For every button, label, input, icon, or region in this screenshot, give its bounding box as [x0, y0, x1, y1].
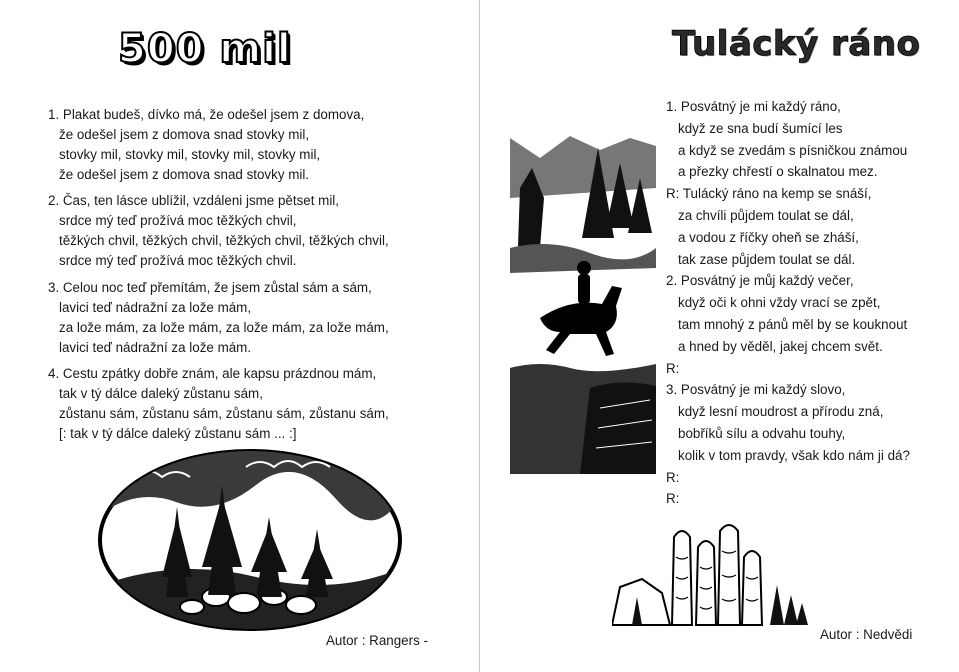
lyric-line: a když se zvedám s písničkou známou [678, 142, 908, 158]
lyric-line: 3. Posvátný je mi každý slovo, [666, 382, 846, 398]
verse-3 [48, 278, 389, 358]
verse-line: 2. Čas, ten lásce ublížil, vzdáleni jsme pětset mil, [48, 193, 339, 208]
lyrics-tulacky-rano [666, 96, 910, 510]
verse-line: těžkých chvil, těžkých chvil, těžkých chvil, těžkých chvil, [59, 233, 389, 248]
verse-line: stovky mil, stovky mil, stovky mil, stovky mil, [59, 147, 321, 162]
lyric-line: a hned by věděl, jakej chcem svět. [678, 338, 883, 354]
rock-towers-illustration [612, 517, 808, 627]
right-page [480, 0, 959, 672]
lyric-line: tam mnohý z pánů měl by se kouknout [678, 316, 908, 332]
author-credit: Autor : Nedvědi [820, 627, 913, 642]
verse-line: srdce mý teď prožívá moc těžkých chvil, [59, 213, 297, 228]
verse-4 [48, 364, 389, 444]
verse-line: 4. Cestu zpátky dobře znám, ale kapsu prázdnou mám, [48, 366, 377, 381]
verse-line: že odešel jsem z domova snad stovky mil, [59, 127, 310, 142]
lyric-line: za chvíli půjdem toulat se dál, [678, 207, 854, 223]
lyric-line: 1. Posvátný je mi každý ráno, [666, 99, 841, 114]
rider-on-horse-illustration [510, 128, 656, 474]
forest-oval-illustration [96, 447, 404, 633]
verse-line: lavici teď nádražní za lože mám, [59, 300, 252, 315]
lyric-line: bobříků sílu a odvahu touhy, [678, 425, 846, 441]
verse-line: 3. Celou noc teď přemítám, že jsem zůstal sám a sám, [48, 280, 372, 295]
lyric-line: a přezky chřestí o skalnatou mez. [678, 164, 878, 180]
lyric-line: R: [666, 360, 680, 376]
lyric-line: 2. Posvátný je můj každý večer, [666, 273, 854, 289]
verse-line: tak v tý dálce daleký zůstanu sám, [59, 386, 263, 401]
lyric-line: když oči k ohni vždy vrací se zpět, [678, 295, 881, 311]
lyric-line: když lesní moudrost a přírodu zná, [678, 404, 884, 420]
verse-1 [48, 105, 364, 185]
lyric-line: R: [666, 469, 680, 485]
verse-line: srdce mý teď prožívá moc těžkých chvil. [59, 253, 297, 268]
lyric-line: R: [666, 491, 680, 507]
lyric-line: a vodou z říčky oheň se zháší, [678, 229, 859, 245]
verse-line: [: tak v tý dálce daleký zůstanu sám ... :] [59, 426, 297, 441]
verse-line: 1. Plakat budeš, dívko má, že odešel jsem z domova, [48, 107, 365, 122]
lyric-line: R: Tulácký ráno na kemp se snáší, [666, 186, 872, 202]
lyric-line: když ze sna budí šumící les [678, 120, 843, 136]
lyric-line: kolik v tom pravdy, však kdo nám ji dá? [678, 447, 910, 463]
verse-line: zůstanu sám, zůstanu sám, zůstanu sám, zůstanu sám, [59, 406, 389, 421]
song-title-500-mil: 500 mil [118, 26, 292, 72]
verse-line: lavici teď nádražní za lože mám. [59, 340, 252, 355]
verse-line: že odešel jsem z domova snad stovky mil. [59, 167, 310, 182]
lyric-line: tak zase půjdem toulat se dál. [678, 251, 856, 267]
song-title-tulacky-rano: Tulácký ráno [672, 24, 921, 64]
author-credit: Autor : Rangers - [326, 633, 428, 648]
verse-2 [48, 191, 389, 271]
verse-line: za lože mám, za lože mám, za lože mám, za lože mám, [59, 320, 389, 335]
